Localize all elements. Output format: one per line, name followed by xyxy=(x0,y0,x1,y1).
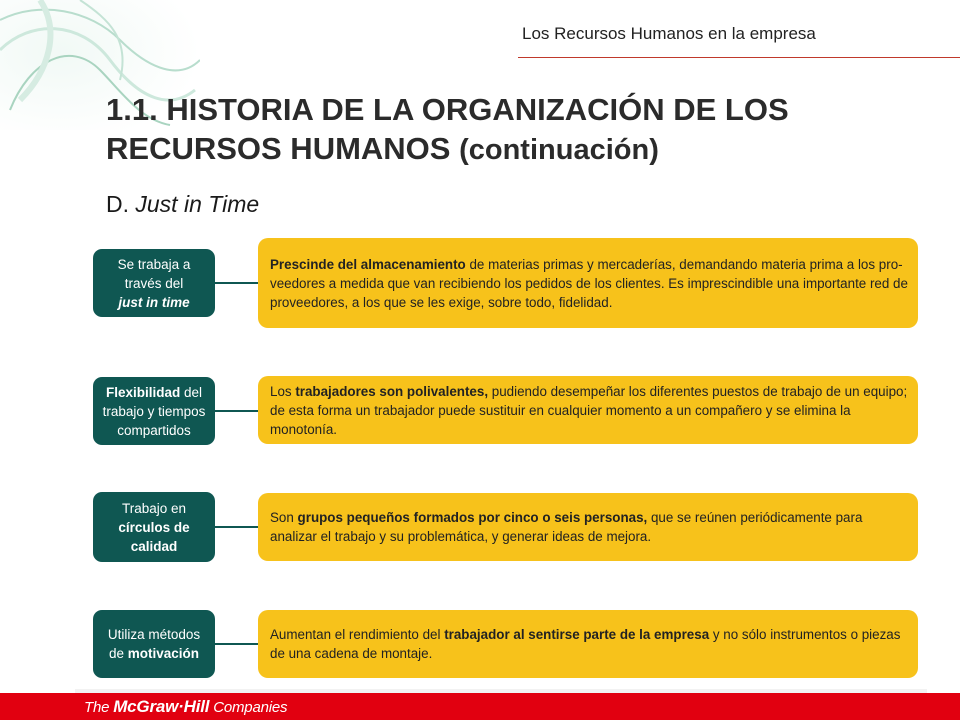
title-continuation: (continuación) xyxy=(459,134,659,166)
row-4-description-box xyxy=(258,610,918,678)
logo-prefix: The xyxy=(84,699,110,716)
section-label: Los Recursos Humanos en la empresa xyxy=(522,24,816,43)
row-4-description-pre: Aumentan el rendimiento del xyxy=(270,627,445,642)
row-3-description-pre: Son xyxy=(270,510,298,525)
logo-suffix: Companies xyxy=(213,699,288,716)
row-4-connector xyxy=(215,643,258,645)
subtitle-topic: Just in Time xyxy=(135,191,260,217)
row-4-label-text: Utiliza métodos de xyxy=(107,627,201,661)
header-divider xyxy=(518,57,960,58)
row-3-label-box xyxy=(93,492,215,562)
row-2-label-bold: Flexibilidad xyxy=(105,384,181,400)
row-3-description-box xyxy=(258,493,918,561)
row-1-description-text: de materias primas y mercaderías, demandando materia prima a los pro-veedores a medida que van recibiendo los pedidos de los clientes. Es imprescindible una importante red de proveedores, a los que se les exige, sobre todo, fidelidad. xyxy=(270,256,908,310)
title-line-1: 1.1. HISTORIA DE LA ORGANIZACIÓN DE LOS xyxy=(106,92,789,127)
row-1-label-bold: just in time xyxy=(118,294,190,310)
row-3-label-bold: círculos de calidad xyxy=(118,519,190,554)
row-4-description-bold: trabajador al sentirse parte de la empresa xyxy=(444,627,710,642)
row-1-connector xyxy=(215,282,258,284)
row-1-description-bold: Prescinde del almacenamiento xyxy=(270,256,466,272)
row-4-description-text: y no sólo instrumentos o piezas de una cadena de montaje. xyxy=(270,627,901,661)
row-2-label-text: del trabajo y tiempos compartidos xyxy=(102,384,206,438)
row-2-description-bold: trabajadores son polivalentes, xyxy=(295,383,489,399)
row-2-label-box xyxy=(93,377,215,445)
row-4-label-box xyxy=(93,610,215,678)
row-2-connector xyxy=(215,410,258,412)
title-line-2-main: RECURSOS HUMANOS xyxy=(106,131,451,166)
row-4-label-bold: motivación xyxy=(127,646,200,661)
subtitle-letter: D. xyxy=(106,191,129,217)
row-1-label-text: Se trabaja a través del xyxy=(117,256,191,291)
title-line-2 xyxy=(106,129,926,170)
page-title xyxy=(106,90,926,170)
row-3-description-text: que se reúnen periódicamente para analizar el trabajo y su problemática, y generar ideas de mejora. xyxy=(270,510,863,544)
row-1-description-box xyxy=(258,238,918,328)
publisher-logo xyxy=(84,697,287,717)
row-1-label-box xyxy=(93,249,215,317)
row-2-description-box xyxy=(258,376,918,444)
row-3-description-bold: grupos pequeños formados por cinco o seis personas, xyxy=(297,510,648,525)
row-2-description-text: pudiendo desempeñar los diferentes puestos de trabajo de un equipo; de esta forma un trabajador puede sustituir en cualquier momento a un compañero y se elimina la monotonía. xyxy=(270,383,908,437)
logo-brand: McGraw·Hill xyxy=(113,697,210,716)
row-3-label-text: Trabajo en xyxy=(121,500,187,516)
row-2-description-pre: Los xyxy=(270,383,296,399)
subtitle xyxy=(106,191,259,218)
row-3-connector xyxy=(215,526,258,528)
